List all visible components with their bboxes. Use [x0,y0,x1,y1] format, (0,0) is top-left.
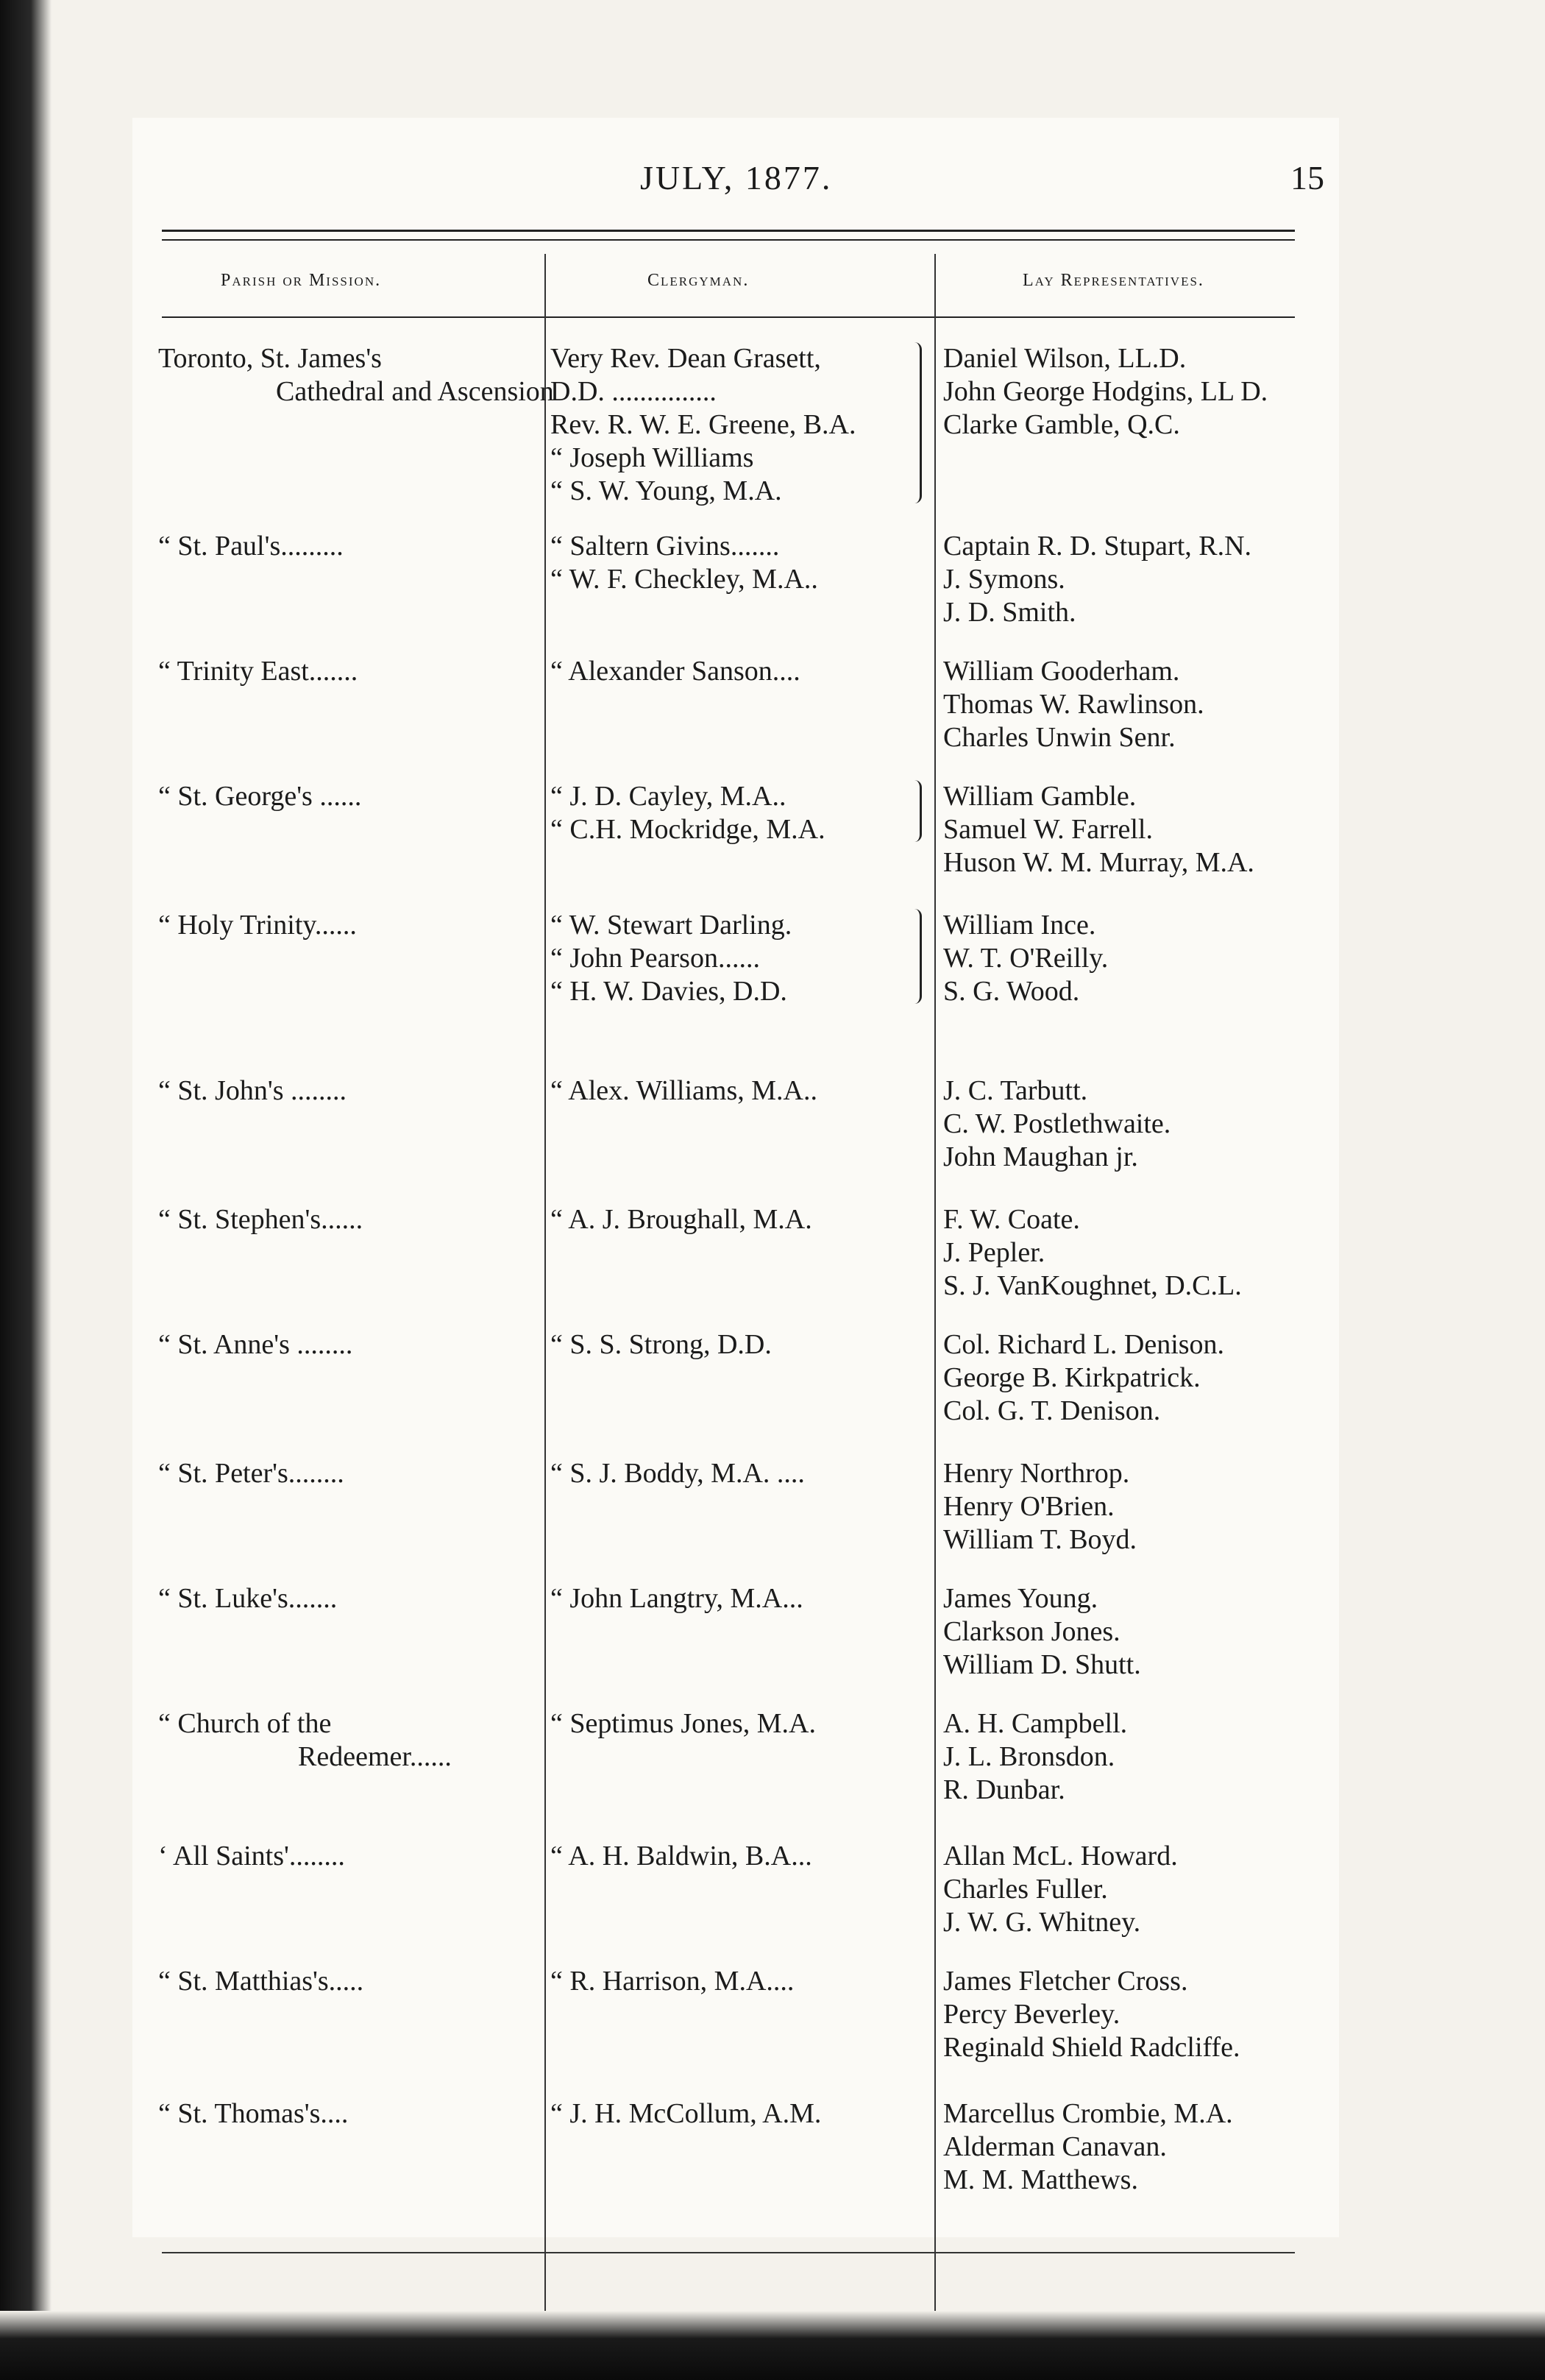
lay-cell [943,1457,1355,1556]
clergy-line: “ Alex. Williams, M.A.. [550,1075,817,1106]
column-divider-1 [544,254,546,2359]
clergy-line: “ W. Stewart Darling. [550,910,792,941]
lay-line: S. G. Wood. [943,976,1080,1007]
lay-line: Clarkson Jones. [943,1616,1120,1647]
clergy-cell [550,1582,933,1615]
lay-line: William Gamble. [943,781,1137,812]
lay-line: William D. Shutt. [943,1649,1141,1680]
lay-line: James Young. [943,1583,1098,1614]
header-rule-secondary [162,239,1295,241]
footer-rule [162,2252,1295,2253]
lay-line: Clarke Gamble, Q.C. [943,409,1180,440]
lay-cell [943,1074,1355,1174]
lay-cell [943,909,1355,1008]
clergy-cell [550,1840,933,1873]
clergy-cell [550,2097,933,2131]
clergy-line: “ Septimus Jones, M.A. [550,1708,816,1739]
lay-line: William Ince. [943,910,1096,941]
header-rule [162,230,1295,232]
lay-cell [943,1840,1355,1939]
parish-line: “ St. Paul's......... [158,531,344,562]
clergy-line: “ J. D. Cayley, M.A.. [550,781,786,812]
parish-line: “ St. John's ........ [158,1075,347,1106]
clergy-line: “ W. F. Checkley, M.A.. [550,564,818,595]
lay-line: Henry Northrop. [943,1458,1130,1489]
column-header-lay: Lay Representatives. [1023,271,1204,290]
parish-cell [158,1074,541,1108]
lay-cell [943,1203,1355,1303]
parish-line: “ St. George's ...... [158,781,362,812]
clergy-line: D.D. ............... [550,376,717,407]
lay-line: Percy Beverley. [943,1999,1120,2030]
lay-line: J. D. Smith. [943,597,1076,628]
parish-cell [158,1328,541,1361]
clergy-line: “ S. W. Young, M.A. [550,475,782,506]
parish-line: “ St. Luke's....... [158,1583,338,1614]
lay-line: Col. Richard L. Denison. [943,1329,1225,1360]
parish-cell [158,655,541,688]
clergy-cell [550,909,933,1008]
book-binding-shadow [0,0,52,2380]
parish-line: Toronto, St. James's [158,343,382,374]
clergy-line: “ S. S. Strong, D.D. [550,1329,772,1360]
lay-line: Captain R. D. Stupart, R.N. [943,531,1252,562]
lay-line: John George Hodgins, LL D. [943,376,1268,407]
lay-line: M. M. Matthews. [943,2164,1138,2195]
brace-bracket [911,909,922,1004]
lay-line: William T. Boyd. [943,1524,1137,1555]
parish-line: “ St. Thomas's.... [158,2098,349,2129]
column-header-rule [162,316,1295,318]
clergy-line: “ Saltern Givins....... [550,531,780,562]
parish-cell [158,1840,541,1873]
lay-cell [943,2097,1355,2197]
parish-line: “ Holy Trinity...... [158,910,357,941]
lay-line: C. W. Postlethwaite. [943,1108,1171,1139]
parish-cell [158,1457,541,1490]
parish-cell [158,1203,541,1236]
clergy-line: “ Joseph Williams [550,442,754,473]
brace-bracket [911,342,922,503]
clergy-line: “ Alexander Sanson.... [550,656,800,687]
parish-line: ‘ All Saints'........ [158,1841,345,1871]
clergy-cell [550,1707,933,1740]
parish-cell [158,1582,541,1615]
clergy-line: “ J. H. McCollum, A.M. [550,2098,822,2129]
lay-line: Col. G. T. Denison. [943,1395,1161,1426]
column-divider-2 [934,254,936,2359]
lay-line: Samuel W. Farrell. [943,814,1153,845]
lay-line: A. H. Campbell. [943,1708,1128,1739]
lay-line: Allan McL. Howard. [943,1841,1178,1871]
lay-line: George B. Kirkpatrick. [943,1362,1201,1393]
clergy-cell [550,1328,933,1361]
parish-cell [158,909,541,942]
lay-cell [943,1965,1355,2064]
clergy-cell [550,1965,933,1998]
parish-cell [158,1965,541,1998]
lay-cell [943,1707,1355,1807]
lay-cell [943,342,1355,442]
lay-line: Huson W. M. Murray, M.A. [943,847,1254,878]
lay-line: William Gooderham. [943,656,1180,687]
page-number: 15 [1290,159,1324,196]
clergy-cell [550,655,933,688]
running-head [0,158,1545,202]
lay-cell [943,530,1355,629]
clergy-line: “ John Pearson...... [550,943,760,974]
brace-bracket [911,780,922,842]
lay-cell [943,1582,1355,1682]
lay-line: Alderman Canavan. [943,2131,1167,2162]
lay-cell [943,655,1355,754]
clergy-cell [550,530,933,596]
page-title: JULY, 1877. [640,159,833,196]
clergy-line: “ C.H. Mockridge, M.A. [550,814,825,845]
parish-line: “ St. Anne's ........ [158,1329,353,1360]
clergy-cell [550,1074,933,1108]
clergy-line: “ A. J. Broughall, M.A. [550,1204,812,1235]
lay-line: W. T. O'Reilly. [943,943,1109,974]
clergy-line: “ A. H. Baldwin, B.A... [550,1841,812,1871]
clergy-cell [550,342,933,508]
parish-line: “ Trinity East....... [158,656,358,687]
lay-line: J. L. Bronsdon. [943,1741,1115,1772]
lay-line: J. Pepler. [943,1237,1045,1268]
clergy-line: Rev. R. W. E. Greene, B.A. [550,409,856,440]
lay-cell [943,1328,1355,1428]
lay-line: Thomas W. Rawlinson. [943,689,1204,720]
lay-line: James Fletcher Cross. [943,1966,1188,1997]
column-header-parish: Parish or Mission. [221,271,382,290]
clergy-line: “ R. Harrison, M.A.... [550,1966,795,1997]
lay-line: R. Dunbar. [943,1774,1065,1805]
clergy-line: “ H. W. Davies, D.D. [550,976,787,1007]
parish-line: “ St. Stephen's...... [158,1204,363,1235]
page-edge-shadow [0,2311,1545,2380]
lay-cell [943,780,1355,879]
parish-cell [158,530,541,563]
parish-cell [158,2097,541,2131]
parish-cell [158,780,541,813]
parish-line: “ Church of the [158,1708,332,1739]
lay-line: Reginald Shield Radcliffe. [943,2032,1240,2063]
lay-line: J. Symons. [943,564,1065,595]
column-header-clergy: Clergyman. [647,271,750,290]
clergy-line: Very Rev. Dean Grasett, [550,343,821,374]
clergy-line: “ John Langtry, M.A... [550,1583,803,1614]
parish-line: “ St. Peter's........ [158,1458,344,1489]
clergy-cell [550,780,933,846]
lay-line: Henry O'Brien. [943,1491,1115,1522]
parish-cell [158,342,554,408]
lay-line: Marcellus Crombie, M.A. [943,2098,1233,2129]
lay-line: F. W. Coate. [943,1204,1080,1235]
clergy-cell [550,1457,933,1490]
lay-line: Daniel Wilson, LL.D. [943,343,1187,374]
parish-line: Cathedral and Ascension [276,376,554,407]
lay-line: Charles Fuller. [943,1874,1108,1905]
parish-line: “ St. Matthias's..... [158,1966,364,1997]
lay-line: S. J. VanKoughnet, D.C.L. [943,1270,1242,1301]
parish-cell [158,1707,541,1774]
parish-line: Redeemer...... [298,1741,452,1772]
clergy-cell [550,1203,933,1236]
lay-line: Charles Unwin Senr. [943,722,1176,753]
lay-line: J. C. Tarbutt. [943,1075,1088,1106]
lay-line: J. W. G. Whitney. [943,1907,1141,1938]
lay-line: John Maughan jr. [943,1141,1138,1172]
clergy-line: “ S. J. Boddy, M.A. .... [550,1458,805,1489]
